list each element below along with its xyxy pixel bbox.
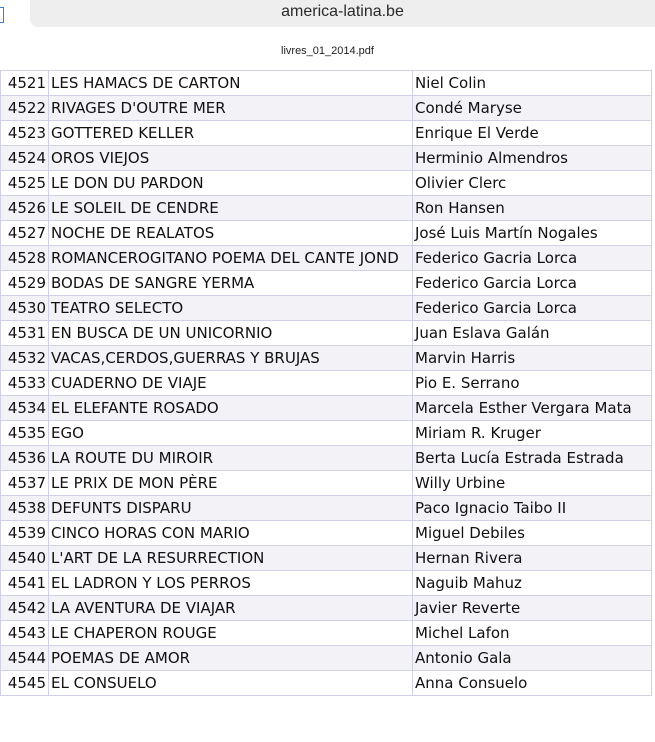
address-bar-url[interactable]: america-latina.be <box>281 3 404 20</box>
book-author: Federico Garcia Lorca <box>413 271 652 296</box>
book-author: Enrique El Verde <box>413 121 652 146</box>
table-row <box>1 196 652 221</box>
book-number: 4540 <box>1 546 49 571</box>
table-row <box>1 371 652 396</box>
table-row <box>1 146 652 171</box>
book-number: 4531 <box>1 321 49 346</box>
book-title: EN BUSCA DE UN UNICORNIO <box>49 321 413 346</box>
book-number: 4521 <box>1 71 49 96</box>
document-filename: livres_01_2014.pdf <box>281 45 374 57</box>
book-author: Niel Colin <box>413 71 652 96</box>
book-author: Willy Urbine <box>413 471 652 496</box>
book-title: CUADERNO DE VIAJE <box>49 371 413 396</box>
book-title: CINCO HORAS CON MARIO <box>49 521 413 546</box>
table-row <box>1 296 652 321</box>
book-author: Ron Hansen <box>413 196 652 221</box>
book-number: 4525 <box>1 171 49 196</box>
book-number: 4533 <box>1 371 49 396</box>
book-number: 4539 <box>1 521 49 546</box>
table-row <box>1 646 652 671</box>
table-row <box>1 96 652 121</box>
table-row <box>1 446 652 471</box>
book-title: GOTTERED KELLER <box>49 121 413 146</box>
book-title: LE SOLEIL DE CENDRE <box>49 196 413 221</box>
book-number: 4543 <box>1 621 49 646</box>
book-title: EL CONSUELO <box>49 671 413 696</box>
table-row <box>1 521 652 546</box>
book-number: 4538 <box>1 496 49 521</box>
book-number: 4529 <box>1 271 49 296</box>
book-title: LE DON DU PARDON <box>49 171 413 196</box>
book-number: 4534 <box>1 396 49 421</box>
book-number: 4544 <box>1 646 49 671</box>
book-author: Javier Reverte <box>413 596 652 621</box>
book-title: LE CHAPERON ROUGE <box>49 621 413 646</box>
book-title: LE PRIX DE MON PÈRE <box>49 471 413 496</box>
book-title: BODAS DE SANGRE YERMA <box>49 271 413 296</box>
book-title: POEMAS DE AMOR <box>49 646 413 671</box>
book-author: Herminio Almendros <box>413 146 652 171</box>
book-author: Hernan Rivera <box>413 546 652 571</box>
book-author: Pio E. Serrano <box>413 371 652 396</box>
book-author: Federico Garcia Lorca <box>413 296 652 321</box>
book-title: RIVAGES D'OUTRE MER <box>49 96 413 121</box>
book-author: Juan Eslava Galán <box>413 321 652 346</box>
book-author: José Luis Martín Nogales <box>413 221 652 246</box>
table-row <box>1 271 652 296</box>
table-row <box>1 71 652 96</box>
book-title: EL ELEFANTE ROSADO <box>49 396 413 421</box>
book-title: LA ROUTE DU MIROIR <box>49 446 413 471</box>
book-author: Olivier Clerc <box>413 171 652 196</box>
book-title: EGO <box>49 421 413 446</box>
table-row <box>1 121 652 146</box>
book-title: VACAS,CERDOS,GUERRAS Y BRUJAS <box>49 346 413 371</box>
book-number: 4542 <box>1 596 49 621</box>
book-author: Marvin Harris <box>413 346 652 371</box>
book-author: Marcela Esther Vergara Mata <box>413 396 652 421</box>
address-bar[interactable] <box>30 0 655 27</box>
table-row <box>1 571 652 596</box>
browser-top-bar <box>0 0 655 68</box>
book-title: EL LADRON Y LOS PERROS <box>49 571 413 596</box>
book-number: 4535 <box>1 421 49 446</box>
book-author: Anna Consuelo <box>413 671 652 696</box>
book-author: Michel Lafon <box>413 621 652 646</box>
table-row <box>1 621 652 646</box>
book-author: Berta Lucía Estrada Estrada <box>413 446 652 471</box>
tab-edge-indicator[interactable] <box>0 7 4 23</box>
book-title: OROS VIEJOS <box>49 146 413 171</box>
book-number: 4541 <box>1 571 49 596</box>
table-row <box>1 596 652 621</box>
book-number: 4528 <box>1 246 49 271</box>
book-author: Miguel Debiles <box>413 521 652 546</box>
table-row <box>1 171 652 196</box>
book-title: LA AVENTURA DE VIAJAR <box>49 596 413 621</box>
book-number: 4537 <box>1 471 49 496</box>
book-title: L'ART DE LA RESURRECTION <box>49 546 413 571</box>
table-row <box>1 321 652 346</box>
book-title: TEATRO SELECTO <box>49 296 413 321</box>
book-author: Naguib Mahuz <box>413 571 652 596</box>
book-number: 4523 <box>1 121 49 146</box>
book-author: Antonio Gala <box>413 646 652 671</box>
book-number: 4526 <box>1 196 49 221</box>
book-number: 4522 <box>1 96 49 121</box>
table-row <box>1 396 652 421</box>
table-row <box>1 421 652 446</box>
table-row <box>1 221 652 246</box>
book-author: Paco Ignacio Taibo II <box>413 496 652 521</box>
table-row <box>1 346 652 371</box>
table-row <box>1 246 652 271</box>
table-row <box>1 671 652 696</box>
book-author: Condé Maryse <box>413 96 652 121</box>
book-number: 4545 <box>1 671 49 696</box>
table-row <box>1 496 652 521</box>
book-number: 4524 <box>1 146 49 171</box>
table-row <box>1 471 652 496</box>
book-title: DEFUNTS DISPARU <box>49 496 413 521</box>
book-title: ROMANCEROGITANO POEMA DEL CANTE JOND <box>49 246 413 271</box>
books-table <box>0 70 652 696</box>
book-author: Federico Gacria Lorca <box>413 246 652 271</box>
book-number: 4530 <box>1 296 49 321</box>
table-row <box>1 546 652 571</box>
book-author: Miriam R. Kruger <box>413 421 652 446</box>
book-title: LES HAMACS DE CARTON <box>49 71 413 96</box>
book-number: 4532 <box>1 346 49 371</box>
book-title: NOCHE DE REALATOS <box>49 221 413 246</box>
book-number: 4536 <box>1 446 49 471</box>
book-number: 4527 <box>1 221 49 246</box>
